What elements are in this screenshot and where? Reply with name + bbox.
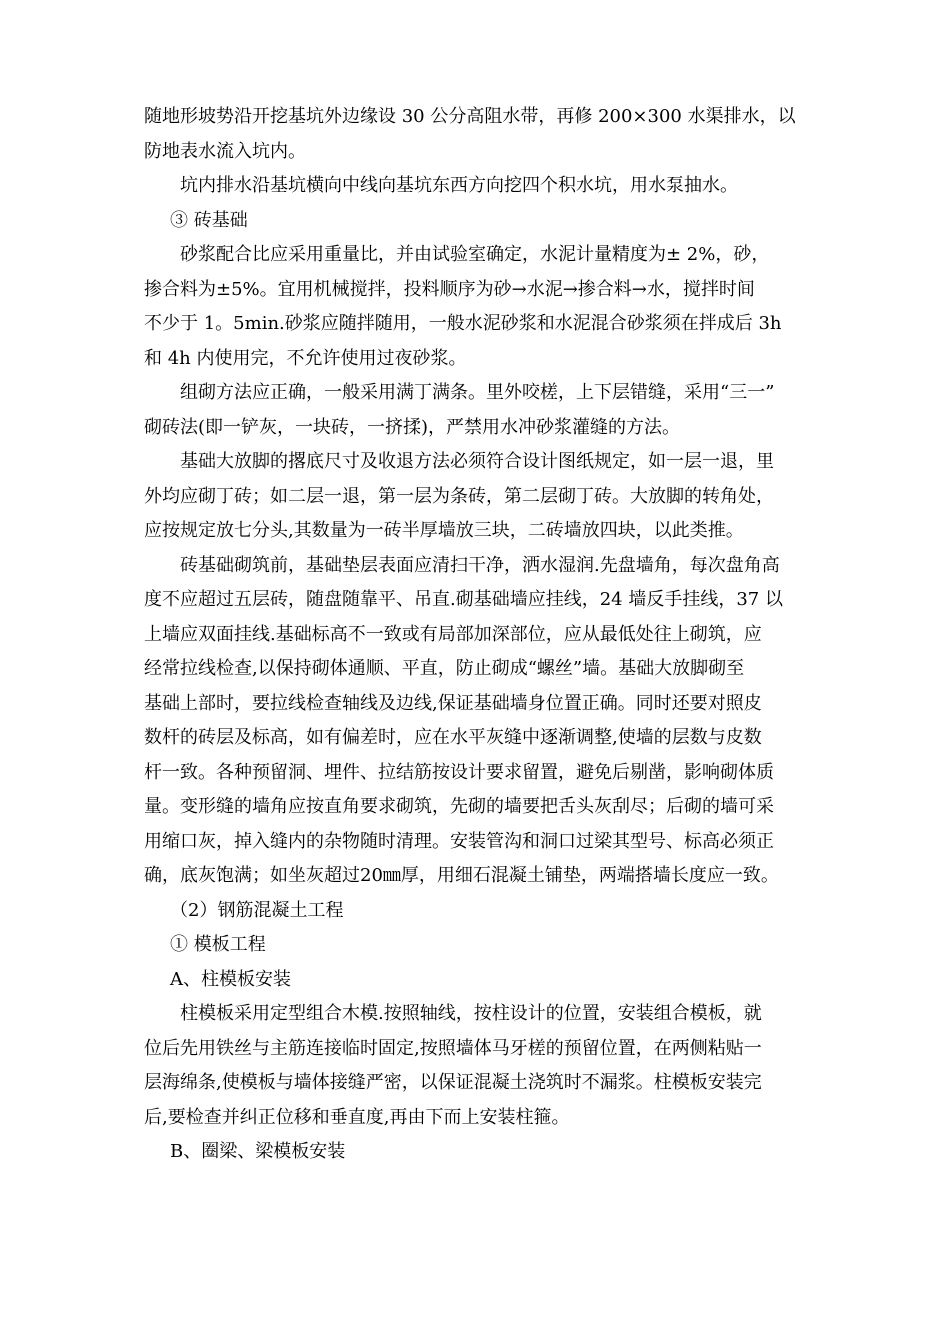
text-line: 砂浆配合比应采用重量比，并由试验室确定，水泥计量精度为± 2%，砂，	[180, 244, 770, 265]
text-line: 用缩口灰，掉入缝内的杂物随时清理。安装管沟和洞口过梁其型号、标高必须正	[144, 830, 774, 852]
text-line: （2）钢筋混凝土工程	[170, 899, 344, 921]
text-line: 层海绵条,使模板与墙体接缝严密，以保证混凝土浇筑时不漏浆。柱模板安装完	[144, 1072, 762, 1093]
text-line: 基础大放脚的撂底尺寸及收退方法必须符合设计图纸规定，如一层一退，里	[180, 451, 774, 472]
text-line: 外均应砌丁砖；如二层一退，第一层为条砖，第二层砌丁砖。大放脚的转角处，	[144, 485, 774, 507]
text-line: 确，底灰饱满；如坐灰超过20㎜厚，用细石混凝土铺垫，两端搭墙长度应一致。	[144, 865, 779, 886]
section-heading-brick-foundation	[144, 204, 809, 239]
section-heading-beam-formwork	[144, 1135, 809, 1170]
text-line: 和 4h 内使用完，不允许使用过夜砂浆。	[144, 347, 467, 369]
text-line: ③ 砖基础	[170, 209, 248, 231]
paragraph-mortar-mix	[144, 238, 809, 376]
text-line: 组砌方法应正确，一般采用满丁满条。里外咬槎，上下层错缝，采用“三一”	[180, 382, 775, 403]
text-line: 砖基础砌筑前，基础垫层表面应清扫干净，洒水湿润.先盘墙角，每次盘角高	[180, 554, 780, 576]
text-line: 不少于 1。5min.砂浆应随拌随用，一般水泥砂浆和水泥混合砂浆须在拌成后 3h	[144, 313, 782, 334]
paragraph-pit-drainage	[144, 169, 809, 204]
paragraph-footing-steps	[144, 445, 809, 549]
section-heading-column-formwork	[144, 963, 809, 998]
text-line: 上墙应双面挂线.基础标高不一致或有局部加深部位，应从最低处往上砌筑，应	[144, 623, 762, 645]
text-line: B、圈梁、梁模板安装	[170, 1141, 346, 1162]
text-line: 杆一致。各种预留洞、埋件、拉结筋按设计要求留置，避免后剔凿，影响砌体质	[144, 761, 774, 783]
text-line: 坑内排水沿基坑横向中线向基坑东西方向挖四个积水坑，用水泵抽水。	[180, 175, 738, 196]
paragraph-drainage-barrier	[144, 100, 809, 169]
section-heading-formwork	[144, 928, 809, 963]
text-line: 数杆的砖层及标高，如有偏差时，应在水平灰缝中逐渐调整,使墙的层数与皮数	[144, 727, 762, 748]
paragraph-column-formwork	[144, 997, 809, 1135]
text-line: 后,要检查并纠正位移和垂直度,再由下而上安装柱箍。	[144, 1106, 570, 1128]
text-line: 防地表水流入坑内。	[144, 140, 306, 162]
text-line: 砌砖法(即一铲灰，一块砖，一挤揉)，严禁用水冲砂浆灌缝的方法。	[144, 416, 681, 438]
paragraph-bonding-method	[144, 376, 809, 445]
text-line: 度不应超过五层砖，随盘随靠平、吊直.砌基础墙应挂线，24 墙反手挂线，37 以	[144, 589, 783, 610]
text-line: 掺合料为±5%。宜用机械搅拌，投料顺序为砂→水泥→掺合料→水，搅拌时间	[144, 278, 755, 300]
text-line: 量。变形缝的墙角应按直角要求砌筑，先砌的墙要把舌头灰刮尽；后砌的墙可采	[144, 796, 774, 817]
section-heading-reinforced-concrete	[144, 894, 809, 929]
text-line: 基础上部时，要拉线检查轴线及边线,保证基础墙身位置正确。同时还要对照皮	[144, 692, 762, 714]
text-line: 随地形坡势沿开挖基坑外边缘设 30 公分高阻水带，再修 200×300 水渠排水，以	[144, 106, 796, 127]
text-line: 经常拉线检查,以保持砌体通顺、平直，防止砌成“螺丝”墙。基础大放脚砌至	[144, 658, 745, 679]
text-line: 应按规定放七分头,其数量为一砖半厚墙放三块，二砖墙放四块，以此类推。	[144, 520, 744, 541]
text-line: A、柱模板安装	[170, 968, 291, 990]
paragraph-masonry-procedure	[144, 549, 809, 894]
document-body	[144, 100, 809, 1170]
text-line: 柱模板采用定型组合木模.按照轴线，按柱设计的位置，安装组合模板，就	[180, 1003, 762, 1024]
text-line: 位后先用铁丝与主筋连接临时固定,按照墙体马牙槎的预留位置，在两侧粘贴一	[144, 1037, 762, 1059]
text-line: ① 模板工程	[170, 934, 266, 955]
